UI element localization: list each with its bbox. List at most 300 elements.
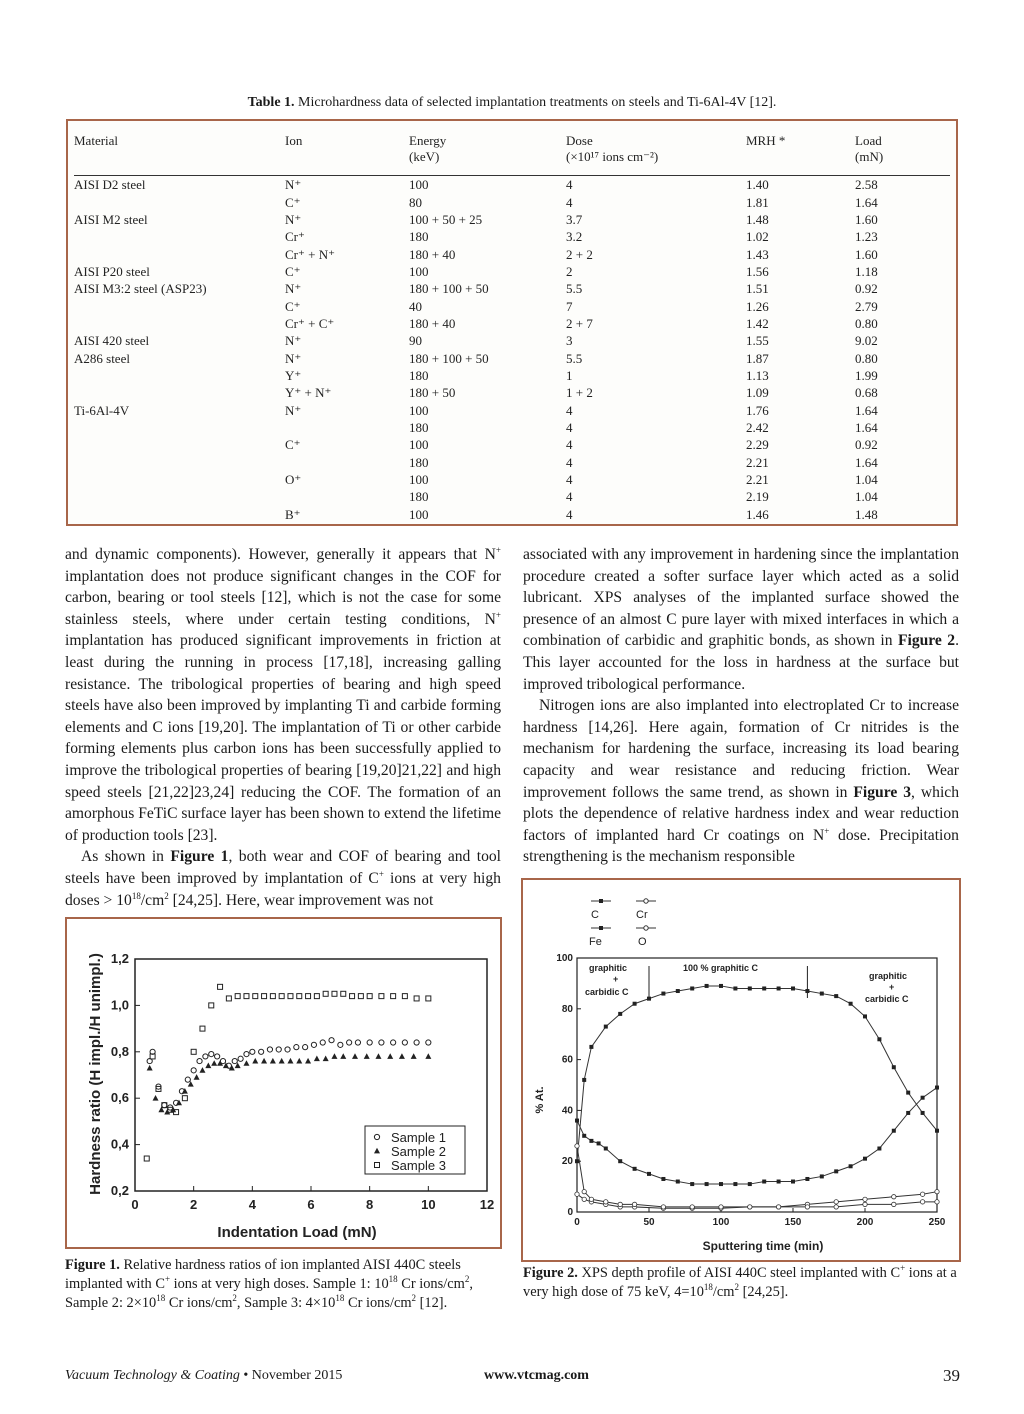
figure2-xtick-label: 0 [574,1217,580,1228]
table-cell: 4 [566,437,573,453]
table-row [74,349,950,366]
figure1-legend-marker [374,1134,379,1139]
figure1-legend-label: Sample 3 [391,1158,446,1173]
table-cell: 1.02 [746,229,769,245]
figure1-point-sample-1 [285,1047,290,1052]
figure1-point-sample-3 [379,994,384,999]
figure2-point-c [604,1025,608,1029]
figure3-ref[interactable]: Figure 3 [853,783,912,801]
table-cell: 100 + 50 + 25 [409,211,483,227]
table-cell: N⁺ [285,281,302,297]
table-cell: 1.64 [855,402,878,418]
figure2-ytick-label: 40 [561,1105,573,1117]
figure1-point-sample-1 [402,1040,407,1045]
table-cell: 7 [566,298,573,314]
figure2-point-fe [762,1180,766,1184]
figure1-point-sample-1 [426,1040,431,1045]
table-row [74,297,950,314]
fig2-annot-middle: 100 % graphitic C [683,963,759,973]
table-cell: 1.48 [746,211,769,227]
left-column [65,544,501,911]
table-cell: AISI D2 steel [74,177,146,193]
figure1-point-sample-2 [287,1058,293,1064]
table-cell: 100 [409,472,429,488]
figure1-point-sample-1 [232,1058,237,1063]
figure1-point-sample-2 [217,1060,223,1066]
table-cell: 1.99 [855,367,878,383]
fig2-legend-cr: Cr [636,909,648,921]
figure1-point-sample-3 [218,984,223,989]
table-cell: 180 [409,367,429,383]
figure2-point-fe [748,1182,752,1186]
figure2-point-c [849,1002,853,1006]
table-row [74,228,950,245]
figure2-point-o [661,1205,665,1209]
figure2-point-o [863,1202,867,1206]
figure2-xtick-label: 50 [643,1217,655,1228]
table-cell: 0.68 [855,385,878,401]
figure2-point-o [632,1202,636,1206]
table-cell: 0.80 [855,350,878,366]
th-dose: Dose (×10¹⁷ ions cm⁻²) [566,133,659,164]
figure1-point-sample-3 [402,994,407,999]
table-cell: 100 [409,177,429,193]
figure2-point-c [935,1129,939,1133]
figure1-point-sample-1 [355,1040,360,1045]
figure1-point-sample-2 [199,1067,205,1073]
table-cell: Y⁺ + N⁺ [285,385,332,401]
figure1-point-sample-2 [364,1053,370,1059]
table-row [74,419,950,436]
table-cell: C⁺ [285,298,301,314]
figure2-point-fe [575,1119,579,1123]
table-cell: 180 [409,419,429,435]
table-cell: 1 [566,367,573,383]
figure2-point-cr [863,1197,867,1201]
fig2-annot-right-plus: + [889,982,895,992]
table-cell: 4 [566,419,573,435]
figure2-point-fe [820,1174,824,1178]
figure2-caption: Figure 2. XPS depth profile of AISI 440C steel implanted with C+ ions at a very high dose of 75 keV, $4=10^{18}/cm^2$ [24,25]. [523,1263,957,1300]
table-row [74,471,950,488]
figure1-point-sample-3 [297,994,302,999]
figure1-point-sample-1 [294,1045,299,1050]
figure1-point-sample-1 [276,1047,281,1052]
th-mrh: MRH * [746,133,786,148]
figure1-point-sample-3 [182,1096,187,1101]
table-cell: N⁺ [285,177,302,193]
figure2-point-c [834,994,838,998]
table-cell: 1.43 [746,246,769,262]
table-cell [74,297,285,314]
figure2-point-fe [791,1180,795,1184]
table-cell: 2 + 7 [566,315,593,331]
table-cell: 1.87 [746,350,769,366]
figure2-ytick-label: 20 [561,1156,573,1168]
figure2-point-c [618,1012,622,1016]
fig2-annot-left-plus: + [613,974,619,984]
table-cell: 100 [409,402,429,418]
figure2-point-fe [604,1147,608,1151]
table-caption [0,95,1024,111]
figure1-xtick-label: 12 [479,1197,495,1212]
figure2-point-c [733,986,737,990]
table-cell [74,454,285,471]
table-cell: 180 + 100 + 50 [409,350,489,366]
table-cell: 1.64 [855,194,878,210]
figure1-point-sample-3 [350,994,355,999]
figure1-xtick-label: 8 [366,1197,374,1212]
table-cell: C⁺ [285,437,301,453]
table-cell: 1.09 [746,385,769,401]
figure2-point-c [820,992,824,996]
table-cell [74,245,285,262]
figure2-point-o [748,1205,752,1209]
table-cell: 2.79 [855,298,878,314]
figure2-point-fe [647,1172,651,1176]
figure1-point-sample-1 [215,1054,220,1059]
table-cell: AISI 420 steel [74,333,150,349]
figure2-point-o [604,1200,608,1204]
figure2-ref[interactable]: Figure 2 [897,632,956,650]
figure1-ytick-label: 0,6 [110,1090,129,1106]
table-cell: 9.02 [855,333,878,349]
figure2-point-fe [661,1177,665,1181]
figure2-point-cr [582,1197,586,1201]
figure1-point-sample-3 [262,994,267,999]
figure1-point-sample-3 [244,994,249,999]
table-cell: N⁺ [285,350,302,366]
figure1-point-sample-1 [329,1038,334,1043]
table-cell: 180 [409,489,429,505]
figure2-point-c [805,989,809,993]
figure1-point-sample-1 [185,1077,190,1082]
figure1-point-sample-3 [209,1003,214,1008]
table-cell [74,384,285,401]
figure1-point-sample-1 [191,1068,196,1073]
table-cell: 1 + 2 [566,385,593,401]
figure1-legend-marker [375,1163,380,1168]
figure2-point-fe [863,1157,867,1161]
table-cell: 2.58 [855,177,878,193]
figure1-point-sample-1 [244,1052,249,1057]
table-cell: N⁺ [285,402,302,418]
figure2-legend-marker [644,926,648,930]
figure1-point-sample-2 [147,1065,153,1071]
figure1-point-sample-2 [279,1058,285,1064]
table-cell: 1.26 [746,298,769,314]
figure1-point-sample-1 [259,1049,264,1054]
figure1-point-sample-3 [414,996,419,1001]
figure2-ytick-label: 100 [556,953,573,964]
figure1-point-sample-3 [226,996,231,1001]
table-cell: 1.76 [746,402,769,418]
table-cell [74,488,285,505]
figure1-point-sample-1 [320,1040,325,1045]
figure2-point-o [719,1205,723,1209]
table-row [74,384,950,401]
table-cell: O⁺ [285,472,302,488]
figure1-point-sample-3 [314,994,319,999]
figure2-point-c [661,992,665,996]
th-ion: Ion [285,133,303,148]
figure1-xtick-label: 0 [131,1197,139,1212]
figure1-point-sample-3 [191,1049,196,1054]
figure2-point-o [920,1200,924,1204]
figure2-point-fe [777,1180,781,1184]
figure1-point-sample-2 [243,1060,249,1066]
figure2-point-c [633,1002,637,1006]
figure1-chart [67,919,500,1247]
figure1-point-sample-2 [252,1058,258,1064]
figure1-point-sample-1 [391,1040,396,1045]
figure2-point-o [690,1205,694,1209]
table-cell: 100 [409,263,429,279]
figure1-xtick-label: 6 [307,1197,315,1212]
figure2-xtick-label: 100 [712,1217,730,1228]
figure1-point-sample-2 [323,1056,329,1062]
table-cell: 4 [566,506,573,522]
table-cell: 4 [566,177,573,193]
figure2-point-cr [834,1200,838,1204]
figure1-point-sample-3 [288,994,293,999]
table-cell: 1.13 [746,367,769,383]
figure1-ref[interactable]: Figure 1 [170,848,229,866]
table-cell: 0.92 [855,437,878,453]
figure2-point-fe [733,1182,737,1186]
figure1-point-sample-3 [144,1156,149,1161]
figure2-point-c [892,1065,896,1069]
table-row [74,211,950,228]
figure1-point-sample-1 [203,1054,208,1059]
table-cell: 2.19 [746,489,769,505]
right-paragraph-1: associated with any improvement in hardening since the implantation procedure created a softer surface layer which acted as a solid lubricant. XPS analyses of the implanted surface showed the presence of an almost C pure layer with mixed interfaces in which a combination of carbidic and graphitic bonds, as shown in Figure 2. This layer accounted for the loss in hardness at the surface but improved tribological performance. [523,546,959,693]
figure2-point-fe [935,1086,939,1090]
figure2-point-o [575,1144,579,1148]
figure2-point-c [705,984,709,988]
figure2-point-fe [834,1169,838,1173]
figure1-legend-marker [374,1148,380,1154]
figure2-point-fe [633,1167,637,1171]
table-cell: 180 + 100 + 50 [409,281,489,297]
table-cell [285,488,409,505]
table-caption-label: Table 1. [247,95,295,110]
figure2-frame [521,878,961,1262]
figure1-ytick-label: 0,4 [110,1136,129,1152]
table-cell: 4 [566,194,573,210]
figure2-ylabel: % At. [534,1086,546,1114]
table-cell: 0.80 [855,315,878,331]
table-cell: 180 + 50 [409,385,456,401]
table-cell: 4 [566,402,573,418]
figure2-point-c [906,1091,910,1095]
figure1-legend-label: Sample 1 [391,1130,446,1145]
figure2-point-c [647,997,651,1001]
table-caption-text: Microhardness data of selected implantation treatments on steels and Ti-6Al-4V [12]. [294,95,777,110]
figure1-point-sample-1 [250,1049,255,1054]
figure2-point-c [863,1014,867,1018]
figure1-point-sample-2 [331,1053,337,1059]
figure1-point-sample-2 [411,1053,417,1059]
figure2-point-fe [582,1134,586,1138]
figure2-point-fe [877,1147,881,1151]
table-row [74,401,950,418]
figure1-point-sample-3 [426,996,431,1001]
figure1-ytick-label: 0,2 [110,1183,129,1198]
figure1-point-sample-3 [279,994,284,999]
table-cell: 2.21 [746,472,769,488]
figure2-point-c [791,986,795,990]
figure1-point-sample-3 [367,994,372,999]
figure1-point-sample-2 [153,1095,159,1101]
figure1-point-sample-3 [358,994,363,999]
figure1-point-sample-3 [391,994,396,999]
table-row [74,193,950,210]
table-cell: 2 [566,263,573,279]
table-row [74,454,950,471]
figure1-frame [65,917,502,1249]
figure1-point-sample-2 [211,1060,217,1066]
figure1-point-sample-2 [352,1053,358,1059]
figure2-xtick-label: 200 [856,1217,874,1228]
table-cell: 1.81 [746,194,769,210]
table-row [74,280,950,297]
footer-url[interactable]: www.vtcmag.com [484,1368,589,1383]
table-cell: 100 [409,437,429,453]
figure1-caption: Figure 1. Relative hardness ratios of ion implanted AISI 440C steels implanted with C+ ions at very high doses. Sample 1: $10^{18}$ Cr ions/$cm^2$, Sample 2: $2\times 10^{18}$ Cr ions/$cm^2$, Sample 3: $4\times 10^{18}$ Cr ions/$cm^2$ [12]. [65,1257,473,1311]
table-cell [74,193,285,210]
table-cell: 180 + 40 [409,246,456,262]
th-load: Load (mN) [855,133,884,164]
figure1-point-sample-1 [267,1047,272,1052]
table-cell: 2.29 [746,437,769,453]
figure2-line-c [577,986,937,1161]
figure2-point-c [690,986,694,990]
table-cell [74,471,285,488]
table-cell: 1.51 [746,281,769,297]
figure1-point-sample-1 [338,1042,343,1047]
table-cell: Cr⁺ + C⁺ [285,315,335,331]
figure2-point-fe [618,1159,622,1163]
figure1-point-sample-2 [314,1056,320,1062]
table-cell: 3.2 [566,229,583,245]
figure2-point-c [575,1159,579,1163]
figure2-point-c [589,1045,593,1049]
table-cell: C⁺ [285,194,301,210]
figure2-point-fe [589,1139,593,1143]
figure1-ytick-label: 0,8 [110,1043,129,1059]
table-cell: AISI P20 steel [74,263,150,279]
figure1-point-sample-2 [194,1074,200,1080]
table-cell: AISI M2 steel [74,211,148,227]
figure2-point-c [921,1111,925,1115]
fig2-legend-c: C [591,909,599,921]
figure1-point-sample-2 [305,1058,311,1064]
figure1-point-sample-1 [303,1045,308,1050]
table-row [74,245,950,262]
figure1-point-sample-1 [414,1040,419,1045]
figure2-point-c [877,1037,881,1041]
table-cell: Cr⁺ [285,229,305,245]
figure2-point-o [805,1205,809,1209]
figure2-point-c [748,986,752,990]
table-cell: 1.48 [855,506,878,522]
figure2-point-c [582,1078,586,1082]
figure2-legend-marker [644,899,648,903]
figure2-point-fe [676,1180,680,1184]
figure2-point-fe [906,1111,910,1115]
table-cell: 1.55 [746,333,769,349]
table-cell: 3 [566,333,573,349]
figure2-point-o [834,1205,838,1209]
left-paragraph-1: and dynamic components). However, generally it appears that N+ implantation does not produce significant changes in the COF for carbon, bearing or tool steels [12], which is not the case for some stainless steels, where under certain testing conditions, N+ implantation has produced significant improvements in friction at least during the running in process [17,18], increasing galling resistance. The tribological properties of bearing and high speed steels have also been improved by implanting Ti and carbide forming elements and C ions [19,20]. The implantation of Ti or other carbide forming elements plus carbon ions has been successfully applied to improve the tribological properties of bearing [19,20]21,22] and high speed steels [21,22]23,24] reducing the COF. The formation of an amorphous FeTiC surface layer has been shown to extend the lifetime of production tools [23]. [65,544,501,844]
figure2-legend-marker [599,899,603,903]
figure2-point-o [776,1205,780,1209]
figure1-ytick-label: 1,2 [110,951,129,966]
table-cell: 1.42 [746,315,769,331]
table-cell: 1.64 [855,454,878,470]
figure1-point-sample-2 [387,1053,393,1059]
table-cell: 2.42 [746,419,769,435]
figure2-point-c [762,986,766,990]
figure1-point-sample-1 [311,1042,316,1047]
table-cell: N⁺ [285,333,302,349]
figure2-point-c [719,984,723,988]
table-cell: Ti-6Al-4V [74,402,130,418]
figure1-xtick-label: 4 [248,1197,256,1212]
figure1-xtick-label: 2 [190,1197,198,1212]
figure2-ytick-label: 80 [561,1003,573,1015]
figure1-point-sample-3 [323,991,328,996]
table-cell: A286 steel [74,350,130,366]
figure2-point-fe [705,1182,709,1186]
figure1-point-sample-1 [367,1040,372,1045]
table-row [74,263,950,280]
figure2-point-c [676,989,680,993]
fig2-legend-o: O [638,936,647,948]
microhardness-table [74,133,950,523]
table-row [74,367,950,384]
table-cell: 90 [409,333,422,349]
figure1-point-sample-1 [379,1040,384,1045]
figure1-point-sample-3 [270,994,275,999]
fig2-annot-left-1: graphitic [589,963,628,973]
figure2-point-o [582,1189,586,1193]
figure2-xtick-label: 250 [928,1217,946,1228]
figure2-point-fe [597,1141,601,1145]
table-cell [74,419,285,436]
figure1-xlabel: Indentation Load (mN) [217,1224,377,1241]
th-material: Material [74,133,119,148]
left-paragraph-2: As shown in Figure 1, both wear and COF of bearing and tool steels have been improved by implantation of C+ ions at very high doses > $10^{18}/cm^2$ [24,25]. Here, wear improvement was not [65,848,501,909]
page-number: 39 [943,1366,960,1385]
right-paragraph-2: Nitrogen ions are also implanted into electroplated Cr to increase hardness [14,26]. Here again, formation of Cr nitrides is the mechanism for hardening the surface, increasing its load bearing capacity and wear resistance and reducing friction. Wear improvement follows the same trend, as shown in Figure 3, which plots the dependence of relative hardness index and wear reduction factors of implanted hard Cr coatings on N+ dose. Precipitation strengthening is the mechanism responsible [523,697,960,866]
figure1-ylabel: Hardness ratio (H impl./H unimpl.) [87,953,104,1195]
table-cell: Y⁺ [285,367,302,383]
table-cell: 1.56 [746,263,769,279]
table-cell [74,436,285,453]
table-cell [285,454,409,471]
figure2-line-fe [577,1088,937,1185]
figure2-point-cr [892,1195,896,1199]
footer-journal: Vacuum Technology & Coating • November 2015 [65,1368,343,1383]
right-column [523,544,959,868]
table-cell: C⁺ [285,263,301,279]
figure1-point-sample-2 [399,1053,405,1059]
figure2-point-fe [805,1177,809,1181]
table-cell: 1.64 [855,419,878,435]
figure1-point-sample-3 [341,991,346,996]
